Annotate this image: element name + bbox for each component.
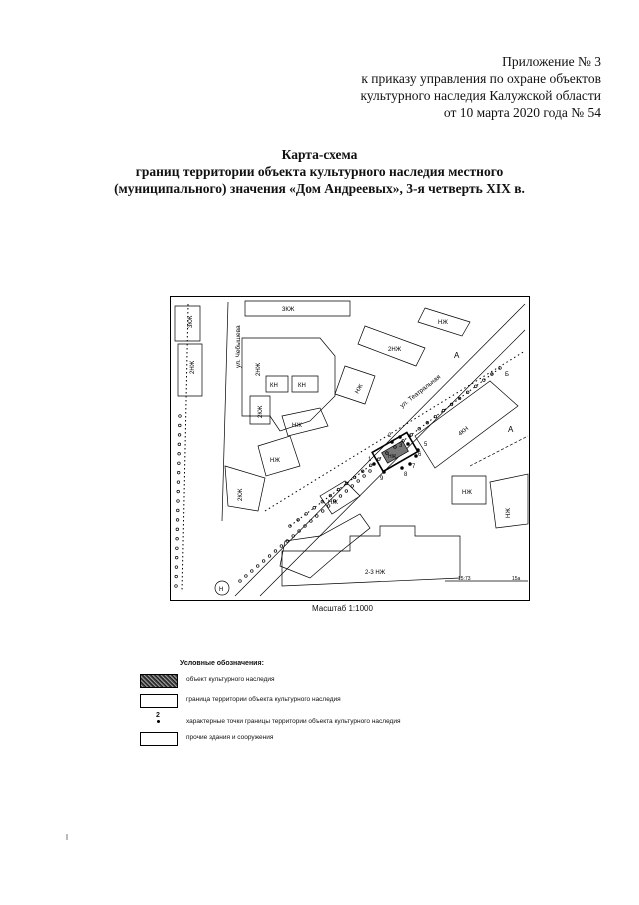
boundary-point: [391, 441, 394, 444]
building-label: 4КН: [457, 425, 471, 438]
building: [225, 466, 265, 511]
street-edge: [182, 304, 188, 592]
street-boundary-dot: [369, 470, 372, 473]
map-label: Н: [219, 587, 224, 593]
building: [335, 366, 375, 404]
street-boundary-dot: [339, 495, 342, 498]
street-boundary-dot: [369, 464, 372, 467]
boundary-symbol: [140, 694, 178, 708]
building-label: 3КЖ: [188, 315, 194, 328]
building: [490, 474, 528, 528]
building: [282, 408, 328, 436]
street-boundary-dot: [280, 545, 283, 548]
point-label: 6: [418, 452, 422, 458]
street-boundary-dot: [321, 500, 324, 503]
building-label: 2НЖ: [190, 360, 196, 374]
legend-title: Условные обозначения:: [180, 660, 264, 667]
building-label: 2НЖ: [256, 362, 262, 376]
document-title: [0, 146, 639, 197]
point-label: 1: [368, 457, 372, 463]
street-boundary-dot: [179, 415, 182, 418]
appendix-line: от 10 марта 2020 года № 54: [443, 105, 601, 120]
legend-text: прочие здания и сооружения: [186, 734, 274, 741]
building: [258, 436, 300, 476]
building: [242, 338, 335, 431]
street-boundary-dot: [499, 367, 502, 370]
boundary-point: [373, 463, 376, 466]
street-boundary-dot: [351, 485, 354, 488]
building: [282, 526, 460, 586]
building-label: 3КЖ: [282, 307, 295, 313]
boundary-point: [415, 455, 418, 458]
heritage-object-symbol: [140, 674, 178, 688]
street-label-chebysheva: ул. Чебышева: [235, 325, 242, 368]
margin-mark: [66, 834, 68, 840]
street-boundary-dot: [313, 506, 316, 509]
legend-text: характерные точки границы территории объекта культурного наследия: [186, 718, 401, 725]
street-boundary-dot: [353, 476, 356, 479]
street-boundary-dot: [251, 570, 254, 573]
street-boundary-dot: [434, 415, 437, 418]
appendix-line: культурного наследия Калужской области: [360, 88, 601, 103]
point-label: 7: [412, 464, 416, 470]
legend-text: граница территории объекта культурного наследия: [186, 696, 341, 703]
street-boundary-dot: [175, 575, 178, 578]
appendix-line: к приказу управления по охране объектов: [361, 71, 601, 86]
building-label: КН: [298, 383, 306, 389]
street-boundary-dot: [175, 585, 178, 588]
street-boundary-dot: [345, 490, 348, 493]
street-boundary-dot: [378, 458, 381, 461]
building-label: НЖ: [328, 500, 338, 506]
building-label: НЖ: [462, 490, 472, 496]
title-line: Карта-схема: [281, 147, 358, 162]
street-boundary-dot: [176, 547, 179, 550]
map-scale: Масштаб 1:1000: [312, 604, 373, 613]
building-label: НЖ: [292, 423, 302, 429]
street-boundary-dot: [268, 555, 271, 558]
street-boundary-dot: [176, 537, 179, 540]
boundary-point: [417, 449, 420, 452]
street-boundary-dot: [177, 500, 180, 503]
street-boundary-dot: [262, 560, 265, 563]
boundary-point: [383, 471, 386, 474]
street-boundary-dot: [245, 575, 248, 578]
point-number: 2: [156, 712, 160, 719]
title-line: (муниципального) значения «Дом Андреевых», 3-я четверть XIX в.: [114, 181, 525, 196]
building-label: НЖ: [354, 383, 365, 395]
map-frame: [171, 297, 530, 601]
boundary-point: [409, 463, 412, 466]
building-label: 2КЖ: [258, 405, 264, 418]
boundary-point-symbol: [140, 712, 176, 724]
street-boundary-dot: [357, 480, 360, 483]
street-boundary-dot: [316, 515, 319, 518]
building: [358, 326, 425, 366]
street-boundary-dot: [474, 385, 477, 388]
map-label: А: [508, 425, 514, 434]
map-label: А: [454, 351, 460, 360]
building-label: 2КЖ: [238, 488, 244, 501]
building-label: 2-3 НЖ: [365, 570, 386, 576]
street-edge: [235, 304, 525, 596]
street-edge: [260, 330, 525, 596]
point-label: 9: [380, 476, 384, 482]
map-label: 15а: [512, 576, 521, 582]
street-boundary-dot: [310, 520, 313, 523]
street-boundary-dot: [176, 528, 179, 531]
site-map: [170, 296, 530, 601]
fence-line: [470, 436, 528, 466]
street-boundary-dot: [274, 550, 277, 553]
street-boundary-dot: [177, 481, 180, 484]
point-label: 5: [424, 442, 428, 448]
building: [415, 381, 518, 468]
point-label: 3: [399, 443, 403, 449]
street-boundary-dot: [418, 427, 421, 430]
street-boundary-dot: [176, 519, 179, 522]
street-boundary-dot: [466, 391, 469, 394]
boundary-point: [401, 467, 404, 470]
street-boundary-dot: [256, 565, 259, 568]
appendix-line: Приложение № 3: [502, 54, 601, 69]
street-boundary-dot: [239, 580, 242, 583]
other-buildings-symbol: [140, 732, 178, 746]
street-boundary-dot: [178, 424, 181, 427]
street-boundary-dot: [305, 513, 308, 516]
street-boundary-dot: [175, 566, 178, 569]
title-line: границ территории объекта культурного наследия местного: [135, 164, 504, 179]
street-boundary-dot: [175, 556, 178, 559]
street-boundary-dot: [178, 443, 181, 446]
point-dot-icon: [157, 720, 160, 723]
building: [280, 514, 370, 578]
map-label: 15:73: [458, 576, 471, 582]
building: [245, 301, 350, 316]
map-label: Б: [505, 372, 509, 378]
street-boundary-dot: [363, 475, 366, 478]
point-label: 8: [404, 472, 408, 478]
street-boundary-dot: [176, 509, 179, 512]
building-label: 2НЖ: [388, 347, 402, 353]
street-boundary-dot: [177, 471, 180, 474]
building-label: НЖ: [270, 458, 280, 464]
appendix-header: [360, 53, 601, 121]
street-boundary-dot: [177, 490, 180, 493]
building-label: КН: [270, 383, 278, 389]
building-label: НЖ: [438, 320, 448, 326]
boundary-point: [399, 436, 402, 439]
street-boundary-dot: [292, 535, 295, 538]
street-edge: [222, 302, 228, 521]
building-label: НЖ: [506, 508, 512, 518]
street-boundary-dot: [321, 510, 324, 513]
building-label: НЖ: [388, 454, 397, 460]
street-boundary-dot: [483, 379, 486, 382]
boundary-point: [407, 443, 410, 446]
legend-text: объект культурного наследия: [186, 676, 275, 683]
street-boundary-dot: [337, 488, 340, 491]
point-label: 4: [408, 434, 412, 440]
street-boundary-dot: [178, 452, 181, 455]
street-label-teatralnaya: ул. Театральная: [398, 373, 443, 410]
street-boundary-dot: [178, 462, 181, 465]
street-boundary-dot: [178, 434, 181, 437]
point-label: 2: [388, 433, 392, 439]
